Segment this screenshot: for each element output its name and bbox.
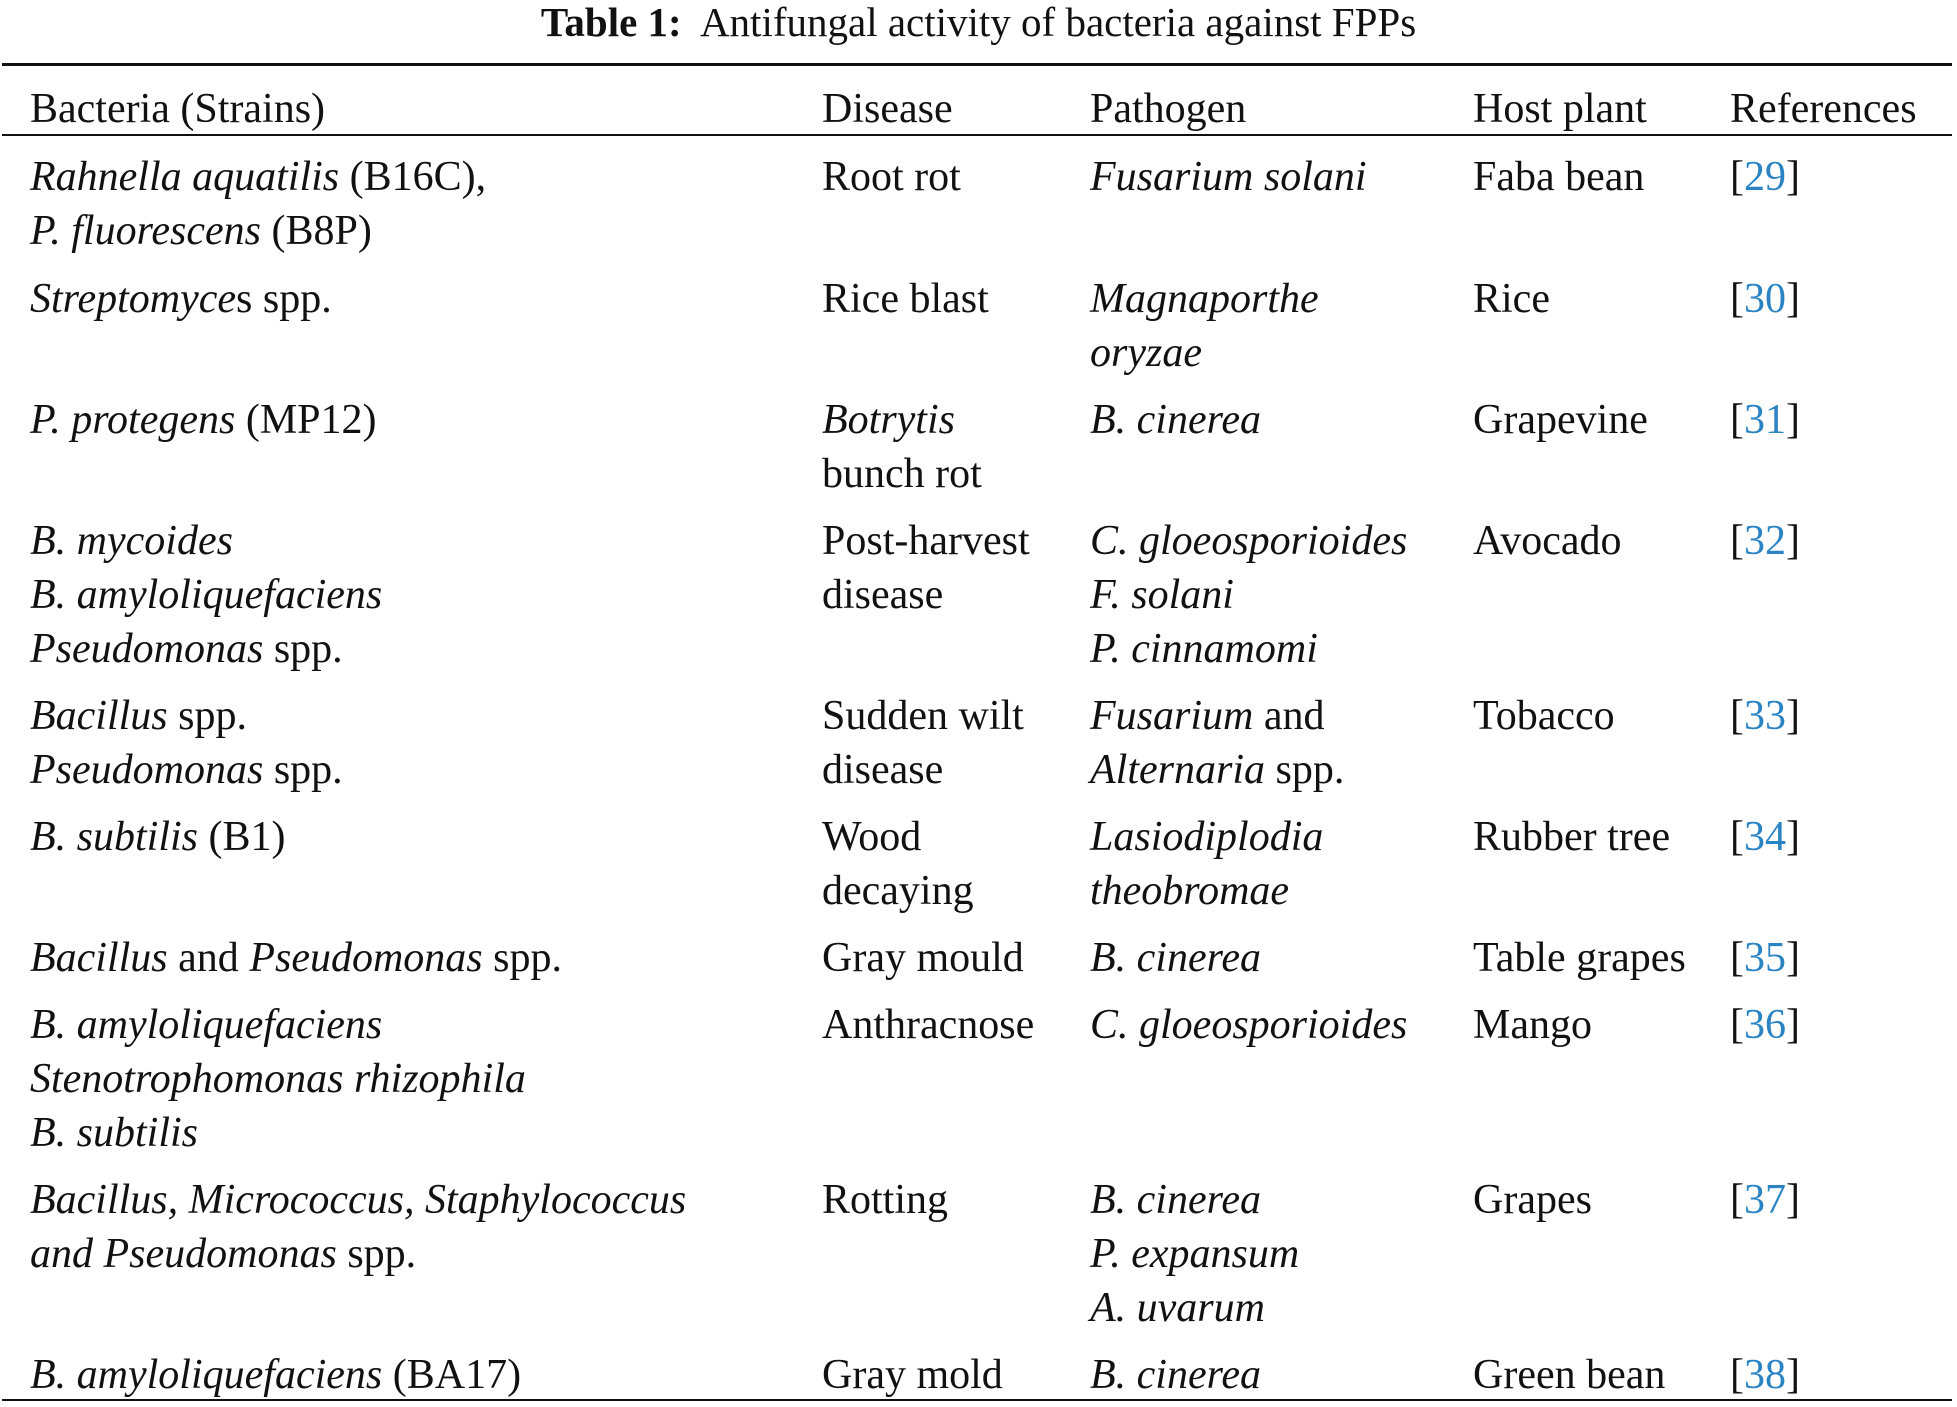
italic-text: Pseudomonas (30, 747, 264, 793)
cell-pathogen-line (1090, 622, 1407, 676)
bracket-open: [ (1730, 397, 1744, 443)
cell-bacteria-line (30, 931, 562, 985)
reference-link[interactable]: 31 (1744, 397, 1786, 443)
italic-text: Bacillus (30, 935, 168, 981)
italic-text: Alternaria (1090, 747, 1265, 793)
cell-bacteria (30, 1173, 686, 1281)
cell-reference (1730, 1348, 1800, 1402)
cell-bacteria (30, 689, 343, 797)
reference-link[interactable]: 33 (1744, 693, 1786, 739)
cell-disease-line (822, 743, 1024, 797)
cell-bacteria (30, 150, 486, 258)
cell-pathogen (1090, 810, 1323, 918)
cell-pathogen-line (1090, 326, 1319, 380)
cell-disease (822, 1173, 948, 1227)
text: spp. (1265, 747, 1345, 793)
cell-pathogen-line (1090, 1281, 1299, 1335)
text: Gray mould (822, 935, 1024, 981)
cell-bacteria-line (30, 568, 382, 622)
italic-text: P. cinnamomi (1090, 626, 1318, 672)
cell-pathogen-line (1090, 743, 1344, 797)
header-bacteria: Bacteria (Strains) (30, 86, 326, 132)
bracket-close: ] (1786, 1002, 1800, 1048)
reference-link[interactable]: 37 (1744, 1177, 1786, 1223)
cell-disease-line (822, 447, 982, 501)
italic-text: Botrytis (822, 397, 955, 443)
cell-bacteria-line (30, 204, 486, 258)
cell-host-plant: Grapes (1473, 1177, 1592, 1223)
cell-disease-line (822, 1173, 948, 1227)
text: Gray mold (822, 1352, 1003, 1398)
text: spp. (167, 693, 248, 739)
cell-pathogen-line (1090, 931, 1261, 985)
cell-disease (822, 931, 1024, 985)
text: s spp. (236, 276, 332, 322)
cell-bacteria-line (30, 622, 382, 676)
cell-pathogen-line (1090, 568, 1407, 622)
cell-reference (1730, 931, 1800, 985)
cell-pathogen-line (1090, 689, 1344, 743)
text: decaying (822, 868, 974, 914)
text: Root rot (822, 154, 961, 200)
text: disease (822, 747, 944, 793)
text: (BA17) (382, 1352, 522, 1398)
text: spp. (482, 935, 562, 981)
cell-reference (1730, 393, 1800, 447)
italic-text: Pseudomonas (30, 626, 264, 672)
cell-pathogen-line (1090, 514, 1407, 568)
cell-pathogen-line (1090, 272, 1319, 326)
reference-link[interactable]: 35 (1744, 935, 1786, 981)
cell-host-plant: Avocado (1473, 518, 1622, 564)
cell-disease-line (822, 1348, 1003, 1402)
cell-disease (822, 810, 974, 918)
text: Post-harvest (822, 518, 1030, 564)
cell-bacteria (30, 272, 332, 326)
italic-text: P. protegens (30, 397, 236, 443)
cell-bacteria-line (30, 810, 286, 864)
italic-text: B. amyloliquefaciens (30, 1352, 383, 1398)
italic-text: P. expansum (1090, 1231, 1300, 1277)
bracket-close: ] (1786, 518, 1800, 564)
reference-link[interactable]: 29 (1744, 154, 1786, 200)
italic-text: P. fluorescens (30, 208, 261, 254)
cell-bacteria-line (30, 272, 332, 326)
bracket-close: ] (1786, 154, 1800, 200)
caption-label: Table 1: (540, 0, 682, 45)
text: (B1) (198, 814, 286, 860)
bracket-close: ] (1786, 814, 1800, 860)
text: Rice blast (822, 276, 989, 322)
cell-bacteria (30, 393, 377, 447)
cell-host-plant: Mango (1473, 1002, 1592, 1048)
cell-pathogen (1090, 1173, 1299, 1335)
cell-bacteria (30, 998, 526, 1160)
text: spp. (263, 626, 343, 672)
cell-bacteria-line (30, 1348, 521, 1402)
text: disease (822, 572, 944, 618)
reference-link[interactable]: 30 (1744, 276, 1786, 322)
header-disease: Disease (822, 86, 953, 132)
cell-reference (1730, 810, 1800, 864)
cell-reference (1730, 998, 1800, 1052)
cell-disease-line (822, 689, 1024, 743)
italic-text: C. gloeosporioides (1090, 518, 1408, 564)
cell-bacteria (30, 1348, 521, 1402)
italic-text: B. amyloliquefaciens (30, 1002, 383, 1048)
cell-pathogen-line (1090, 1348, 1261, 1402)
italic-text: B. subtilis (30, 1110, 199, 1156)
italic-text: Fusarium (1090, 693, 1254, 739)
bracket-open: [ (1730, 154, 1744, 200)
cell-host-plant: Rice (1473, 276, 1550, 322)
cell-bacteria-line (30, 393, 377, 447)
italic-text: Magnaporthe (1090, 276, 1319, 322)
italic-text: Bacillus (30, 693, 168, 739)
cell-disease (822, 1348, 1003, 1402)
italic-text: theobromae (1090, 868, 1290, 914)
italic-text: C. gloeosporioides (1090, 1002, 1408, 1048)
cell-pathogen (1090, 514, 1407, 676)
cell-bacteria-line (30, 1106, 526, 1160)
italic-text: B. mycoides (30, 518, 233, 564)
cell-disease-line (822, 514, 1030, 568)
cell-bacteria-line (30, 514, 382, 568)
bracket-close: ] (1786, 693, 1800, 739)
cell-reference (1730, 689, 1800, 743)
cell-disease-line (822, 393, 982, 447)
italic-text: Stenotrophomonas rhizophila (30, 1056, 526, 1102)
cell-pathogen-line (1090, 393, 1261, 447)
table-caption (0, 0, 1957, 44)
text: (B8P) (260, 208, 372, 254)
cell-bacteria (30, 810, 286, 864)
bracket-open: [ (1730, 693, 1744, 739)
header-pathogen: Pathogen (1090, 86, 1247, 132)
cell-host-plant: Tobacco (1473, 693, 1615, 739)
cell-host-plant: Table grapes (1473, 935, 1686, 981)
cell-bacteria-line (30, 1052, 526, 1106)
text: (B16C), (339, 154, 487, 200)
cell-pathogen-line (1090, 150, 1367, 204)
italic-text: B. amyloliquefaciens (30, 572, 383, 618)
italic-text: Fusarium solani (1090, 154, 1367, 200)
italic-text: B. cinerea (1090, 397, 1262, 443)
cell-disease (822, 393, 982, 501)
cell-disease-line (822, 568, 1030, 622)
bracket-open: [ (1730, 1002, 1744, 1048)
cell-bacteria-line (30, 689, 343, 743)
cell-pathogen-line (1090, 1227, 1299, 1281)
caption-text: Antifungal activity of bacteria against FPPs (699, 0, 1417, 45)
italic-text: B. subtilis (30, 814, 199, 860)
cell-disease-line (822, 998, 1034, 1052)
cell-bacteria-line (30, 743, 343, 797)
cell-pathogen (1090, 150, 1367, 204)
italic-text: and Pseudomonas (30, 1231, 337, 1277)
top-rule (2, 63, 1952, 66)
cell-disease-line (822, 272, 989, 326)
cell-bacteria (30, 514, 382, 676)
italic-text: Rahnella aquatilis (30, 154, 340, 200)
cell-disease (822, 150, 961, 204)
bracket-close: ] (1786, 1177, 1800, 1223)
cell-bacteria-line (30, 1173, 686, 1227)
cell-pathogen (1090, 689, 1344, 797)
bracket-close: ] (1786, 276, 1800, 322)
cell-reference (1730, 1173, 1800, 1227)
cell-disease (822, 689, 1024, 797)
header-references: References (1730, 86, 1917, 132)
cell-pathogen-line (1090, 998, 1407, 1052)
cell-disease (822, 272, 989, 326)
reference-link[interactable]: 32 (1744, 518, 1786, 564)
cell-reference (1730, 150, 1800, 204)
text: spp. (263, 747, 343, 793)
bracket-open: [ (1730, 276, 1744, 322)
cell-host-plant: Faba bean (1473, 154, 1645, 200)
cell-disease (822, 998, 1034, 1052)
bracket-open: [ (1730, 1177, 1744, 1223)
text: Rotting (822, 1177, 949, 1223)
reference-link[interactable]: 36 (1744, 1002, 1786, 1048)
bracket-close: ] (1786, 1352, 1800, 1398)
text: spp. (336, 1231, 417, 1277)
bracket-close: ] (1786, 397, 1800, 443)
italic-text: Pseudomonas (249, 935, 483, 981)
text: and (167, 935, 250, 981)
cell-pathogen-line (1090, 810, 1323, 864)
cell-pathogen-line (1090, 864, 1323, 918)
italic-text: B. cinerea (1090, 1177, 1262, 1223)
italic-text: B. cinerea (1090, 1352, 1262, 1398)
text: Wood (822, 814, 922, 860)
bracket-open: [ (1730, 814, 1744, 860)
cell-pathogen-line (1090, 1173, 1299, 1227)
cell-disease-line (822, 931, 1024, 985)
cell-pathogen (1090, 998, 1407, 1052)
cell-pathogen (1090, 272, 1319, 380)
cell-reference (1730, 272, 1800, 326)
cell-bacteria-line (30, 998, 526, 1052)
italic-text: Bacillus, Micrococcus, Staphylococcus (30, 1177, 687, 1223)
cell-reference (1730, 514, 1800, 568)
bracket-open: [ (1730, 518, 1744, 564)
reference-link[interactable]: 34 (1744, 814, 1786, 860)
cell-disease (822, 514, 1030, 622)
text: bunch rot (822, 451, 982, 497)
italic-text: Streptomyce (30, 276, 237, 322)
text: Anthracnose (822, 1002, 1035, 1048)
cell-disease-line (822, 150, 961, 204)
italic-text: F. solani (1090, 572, 1234, 618)
text: (MP12) (235, 397, 377, 443)
italic-text: A. uvarum (1090, 1285, 1265, 1331)
cell-host-plant: Green bean (1473, 1352, 1666, 1398)
cell-disease-line (822, 864, 974, 918)
bracket-open: [ (1730, 935, 1744, 981)
text: and (1253, 693, 1325, 739)
bracket-close: ] (1786, 935, 1800, 981)
cell-pathogen (1090, 1348, 1261, 1402)
italic-text: oryzae (1090, 330, 1202, 376)
text: Sudden wilt (822, 693, 1024, 739)
bracket-open: [ (1730, 1352, 1744, 1398)
reference-link[interactable]: 38 (1744, 1352, 1786, 1398)
italic-text: Lasiodiplodia (1090, 814, 1324, 860)
cell-disease-line (822, 810, 974, 864)
cell-bacteria-line (30, 1227, 686, 1281)
italic-text: B. cinerea (1090, 935, 1262, 981)
cell-pathogen (1090, 393, 1261, 447)
cell-host-plant: Rubber tree (1473, 814, 1671, 860)
header-host-plant: Host plant (1473, 86, 1647, 132)
cell-bacteria (30, 931, 562, 985)
cell-host-plant: Grapevine (1473, 397, 1648, 443)
cell-pathogen (1090, 931, 1261, 985)
cell-bacteria-line (30, 150, 486, 204)
